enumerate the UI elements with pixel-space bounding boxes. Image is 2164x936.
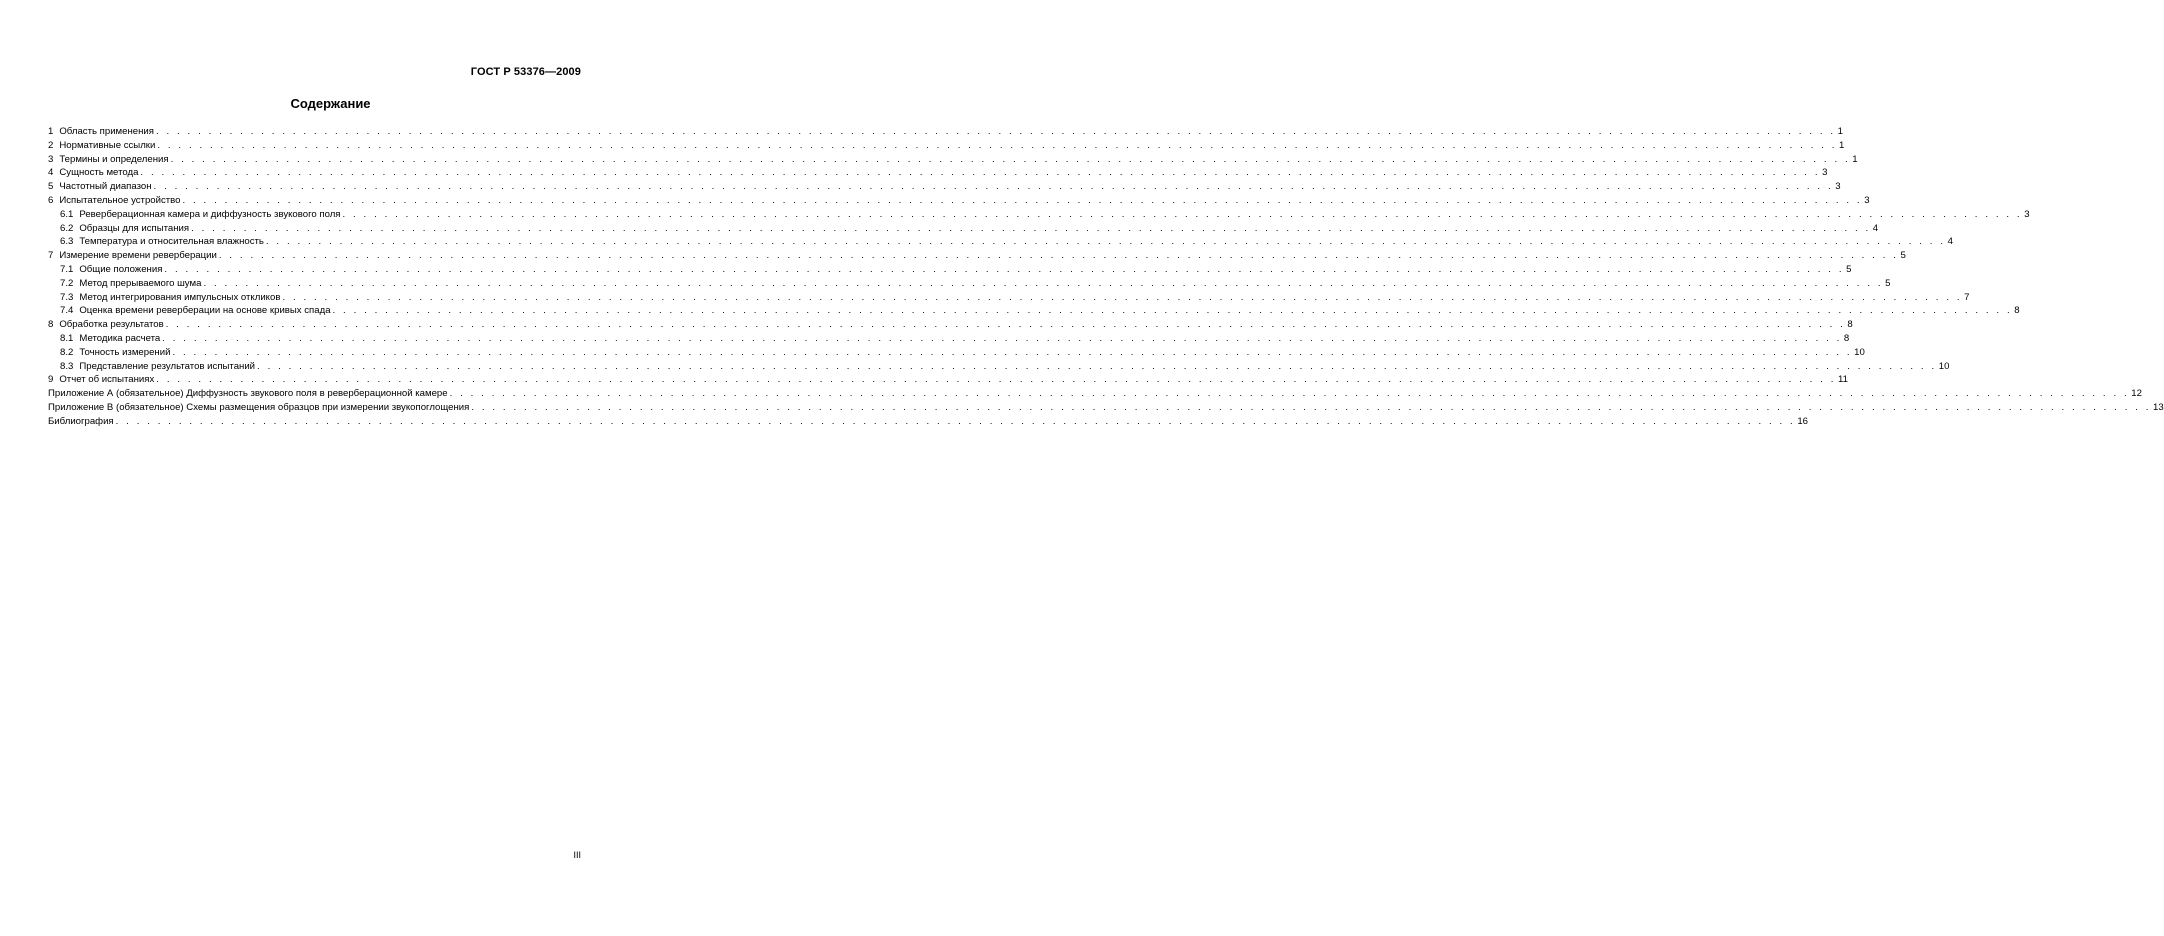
toc-entry-number: 7.2 — [60, 277, 74, 289]
toc-entry[interactable] — [48, 249, 1906, 263]
toc-entry-page: 4 — [1872, 222, 1879, 234]
toc-entry-label: Область применения — [59, 126, 154, 137]
toc-entry[interactable] — [48, 401, 2164, 415]
toc-entry-page: 10 — [1854, 346, 1865, 358]
toc-entry[interactable] — [48, 166, 1828, 180]
toc-entry-label: Образцы для испытания — [79, 222, 190, 234]
toc-entry-label: Реверберационная камера и диффузность звукового поля — [79, 208, 341, 220]
toc-leader-dots: . . . . . . . . . . . . . . . . . . . . . . . . . . . . . . . . . . . . . . . . . . . . . . . . . . . . . . . . . . . . . . . . . . . . . . . . . . . . . . . . . . . . . . . . . . . . . . . . . . . . . . . . . . . . . . . . . . . . . . . . . . . . . . . . . . . . . . . . . . . . . . . . . . . . . . . . . . . . . . . . — [156, 374, 1836, 386]
toc-entry-page: 13 — [2153, 401, 2164, 413]
toc-entry-page: 3 — [1835, 181, 1841, 193]
toc-leader-dots: . . . . . . . . . . . . . . . . . . . . . . . . . . . . . . . . . . . . . . . . . . . . . . . . . . . . . . . . . . . . . . . . . . . . . . . . . . . . . . . . . . . . . . . . . . . . . . . . . . . . . . . . . . . . . . . . . . . . . . . . . . . . . . . . . . . . . . . . . . . . . . . . . . . . . . . . . . . . . . . . — [140, 167, 1821, 179]
toc-entry-number: 4 — [48, 167, 54, 179]
toc-leader-dots: . . . . . . . . . . . . . . . . . . . . . . . . . . . . . . . . . . . . . . . . . . . . . . . . . . . . . . . . . . . . . . . . . . . . . . . . . . . . . . . . . . . . . . . . . . . . . . . . . . . . . . . . . . . . . . . . . . . . . . . . . . . . . . . . . . . . . . . . . . . . . . . . . . . . . . . . . . . . . . . . — [449, 388, 2130, 400]
toc-entry[interactable] — [48, 235, 1953, 249]
document-code: ГОСТ Р 53376—2009 — [470, 66, 581, 78]
toc-entry[interactable] — [48, 277, 1891, 291]
toc-leader-dots: . . . . . . . . . . . . . . . . . . . . . . . . . . . . . . . . . . . . . . . . . . . . . . . . . . . . . . . . . . . . . . . . . . . . . . . . . . . . . . . . . . . . . . . . . . . . . . . . . . . . . . . . . . . . . . . . . . . . . . . . . . . . . . . . . . . . . . . . . . . . . . . . . . . . . . . . . . . . . . . . — [164, 263, 1845, 275]
toc-leader-dots: . . . . . . . . . . . . . . . . . . . . . . . . . . . . . . . . . . . . . . . . . . . . . . . . . . . . . . . . . . . . . . . . . . . . . . . . . . . . . . . . . . . . . . . . . . . . . . . . . . . . . . . . . . . . . . . . . . . . . . . . . . . . . . . . . . . . . . . . . . . . . . . . . . . . . . . . . . . . . . . . — [342, 208, 2023, 220]
toc-entry[interactable] — [48, 180, 1841, 194]
toc-entry-page: 7 — [1964, 291, 1970, 303]
toc-entry-number: 7.3 — [60, 291, 74, 303]
toc-entry-number: 6.1 — [60, 208, 74, 220]
toc-entry[interactable] — [48, 222, 1879, 236]
page-number: III — [573, 850, 581, 860]
toc-leader-dots: . . . . . . . . . . . . . . . . . . . . . . . . . . . . . . . . . . . . . . . . . . . . . . . . . . . . . . . . . . . . . . . . . . . . . . . . . . . . . . . . . . . . . . . . . . . . . . . . . . . . . . . . . . . . . . . . . . . . . . . . . . . . . . . . . . . . . . . . . . . . . . . . . . . . . . . . . . . . . . . . — [265, 236, 1946, 248]
toc-entry[interactable] — [48, 153, 1858, 167]
toc-entry-label: Представление результатов испытаний — [79, 360, 256, 372]
toc-entry-label: Сущность метода — [59, 167, 139, 179]
toc-leader-dots: . . . . . . . . . . . . . . . . . . . . . . . . . . . . . . . . . . . . . . . . . . . . . . . . . . . . . . . . . . . . . . . . . . . . . . . . . . . . . . . . . . . . . . . . . . . . . . . . . . . . . . . . . . . . . . . . . . . . . . . . . . . . . . . . . . . . . . . . . . . . . . . . . . . . . . . . . . . . . . . . — [471, 401, 2152, 413]
toc-entry[interactable] — [48, 291, 1970, 305]
toc-entry-label: Приложение А (обязательное) Диффузность звукового поля в реверберационной камере — [48, 388, 448, 400]
toc-entry-page: 5 — [1885, 277, 1891, 289]
toc-entry-label: Метод интегрирования импульсных откликов — [79, 291, 281, 303]
toc-entry[interactable] — [48, 415, 1808, 429]
toc-entry[interactable] — [48, 194, 1870, 208]
toc-leader-dots: . . . . . . . . . . . . . . . . . . . . . . . . . . . . . . . . . . . . . . . . . . . . . . . . . . . . . . . . . . . . . . . . . . . . . . . . . . . . . . . . . . . . . . . . . . . . . . . . . . . . . . . . . . . . . . . . . . . . . . . . . . . . . . . . . . . . . . . . . . . . . . . . . . . . . . . . . . . . . . . . — [115, 415, 1796, 427]
toc-entry-page: 1 — [1852, 153, 1858, 165]
toc-entry[interactable] — [48, 125, 1843, 139]
toc-leader-dots: . . . . . . . . . . . . . . . . . . . . . . . . . . . . . . . . . . . . . . . . . . . . . . . . . . . . . . . . . . . . . . . . . . . . . . . . . . . . . . . . . . . . . . . . . . . . . . . . . . . . . . . . . . . . . . . . . . . . . . . . . . . . . . . . . . . . . . . . . . . . . . . . . . . . . . . . . . . . . . . . — [218, 250, 1899, 262]
toc-entry-number: 6 — [48, 194, 54, 206]
toc-entry-page: 3 — [1822, 167, 1828, 179]
toc-entry-label: Измерение времени реверберации — [59, 250, 217, 262]
toc-entry-number: 8.3 — [60, 360, 74, 372]
toc-entry[interactable] — [48, 387, 2142, 401]
toc-entry[interactable] — [48, 360, 1950, 374]
toc-entry-number: 7.1 — [60, 263, 74, 275]
toc-entry-label: Оценка времени реверберации на основе кривых спада — [79, 305, 331, 317]
toc-entry-number: 6.3 — [60, 236, 74, 248]
toc-entry-page: 4 — [1947, 236, 1953, 248]
toc-entry[interactable] — [48, 346, 1865, 360]
toc-entry-label: Метод прерываемого шума — [79, 277, 202, 289]
toc-entry-page: 16 — [1797, 415, 1808, 427]
toc-leader-dots: . . . . . . . . . . . . . . . . . . . . . . . . . . . . . . . . . . . . . . . . . . . . . . . . . . . . . . . . . . . . . . . . . . . . . . . . . . . . . . . . . . . . . . . . . . . . . . . . . . . . . . . . . . . . . . . . . . . . . . . . . . . . . . . . . . . . . . . . . . . . . . . . . . . . . . . . . . . . . . . . — [153, 181, 1834, 193]
toc-entry-page: 5 — [1846, 263, 1852, 275]
toc-entry-page: 8 — [1847, 319, 1853, 331]
toc-entry-number: 5 — [48, 181, 54, 193]
toc-entry[interactable] — [48, 304, 2020, 318]
toc-entry-label: Точность измерений — [79, 346, 171, 358]
toc-entry-number: 8.1 — [60, 332, 74, 344]
table-of-contents — [48, 125, 2164, 429]
toc-entry-page: 10 — [1938, 360, 1950, 372]
toc-entry-label: Нормативные ссылки — [59, 139, 156, 151]
toc-entry-page: 1 — [1837, 126, 1843, 137]
toc-entry-page: 3 — [1864, 194, 1870, 206]
toc-leader-dots: . . . . . . . . . . . . . . . . . . . . . . . . . . . . . . . . . . . . . . . . . . . . . . . . . . . . . . . . . . . . . . . . . . . . . . . . . . . . . . . . . . . . . . . . . . . . . . . . . . . . . . . . . . . . . . . . . . . . . . . . . . . . . . . . . . . . . . . . . . . . . . . . . . . . . . . . . . . . . . . . — [170, 153, 1851, 165]
toc-entry-number: 7.4 — [60, 305, 74, 317]
toc-entry-number: 1 — [48, 126, 54, 137]
toc-entry-number: 2 — [48, 139, 54, 151]
toc-leader-dots: . . . . . . . . . . . . . . . . . . . . . . . . . . . . . . . . . . . . . . . . . . . . . . . . . . . . . . . . . . . . . . . . . . . . . . . . . . . . . . . . . . . . . . . . . . . . . . . . . . . . . . . . . . . . . . . . . . . . . . . . . . . . . . . . . . . . . . . . . . . . . . . . . . . . . . . . . . . . . . . . — [172, 346, 1853, 358]
toc-leader-dots: . . . . . . . . . . . . . . . . . . . . . . . . . . . . . . . . . . . . . . . . . . . . . . . . . . . . . . . . . . . . . . . . . . . . . . . . . . . . . . . . . . . . . . . . . . . . . . . . . . . . . . . . . . . . . . . . . . . . . . . . . . . . . . . . . . . . . . . . . . . . . . . . . . . . . . . . . . . . . . . . — [182, 194, 1863, 206]
toc-entry-page: 11 — [1837, 374, 1848, 386]
toc-entry[interactable] — [48, 208, 2030, 222]
toc-leader-dots: . . . . . . . . . . . . . . . . . . . . . . . . . . . . . . . . . . . . . . . . . . . . . . . . . . . . . . . . . . . . . . . . . . . . . . . . . . . . . . . . . . . . . . . . . . . . . . . . . . . . . . . . . . . . . . . . . . . . . . . . . . . . . . . . . . . . . . . . . . . . . . . . . . . . . . . . . . . . . . . . — [203, 277, 1884, 289]
toc-entry-label: Частотный диапазон — [59, 181, 152, 193]
toc-entry[interactable] — [48, 139, 1845, 153]
toc-entry-label: Приложение В (обязательное) Схемы размещения образцов при измерении звукопоглощения — [48, 401, 470, 413]
toc-entry-number: 3 — [48, 153, 54, 165]
toc-entry-number: 8 — [48, 319, 54, 331]
toc-entry-label: Библиография — [48, 415, 114, 427]
toc-leader-dots: . . . . . . . . . . . . . . . . . . . . . . . . . . . . . . . . . . . . . . . . . . . . . . . . . . . . . . . . . . . . . . . . . . . . . . . . . . . . . . . . . . . . . . . . . . . . . . . . . . . . . . . . . . . . . . . . . . . . . . . . . . . . . . . . . . . . . . . . . . . . . . . . . . . . . . . . . . . . . . . . — [257, 360, 1937, 372]
toc-leader-dots: . . . . . . . . . . . . . . . . . . . . . . . . . . . . . . . . . . . . . . . . . . . . . . . . . . . . . . . . . . . . . . . . . . . . . . . . . . . . . . . . . . . . . . . . . . . . . . . . . . . . . . . . . . . . . . . . . . . . . . . . . . . . . . . . . . . . . . . . . . . . . . . . . . . . . . . . . . . . . . . . — [282, 291, 1963, 303]
toc-entry-label: Общие положения — [79, 263, 163, 275]
toc-entry-label: Температура и относительная влажность — [79, 236, 264, 248]
toc-entry-page: 5 — [1900, 250, 1906, 262]
toc-entry-number: 6.2 — [60, 222, 74, 234]
toc-entry-page: 3 — [2024, 208, 2030, 220]
toc-entry[interactable] — [48, 373, 1848, 387]
toc-leader-dots: . . . . . . . . . . . . . . . . . . . . . . . . . . . . . . . . . . . . . . . . . . . . . . . . . . . . . . . . . . . . . . . . . . . . . . . . . . . . . . . . . . . . . . . . . . . . . . . . . . . . . . . . . . . . . . . . . . . . . . . . . . . . . . . . . . . . . . . . . . . . . . . . . . . . . . . . . . . . . . . . — [155, 126, 1836, 137]
toc-entry[interactable] — [48, 263, 1852, 277]
toc-entry-page: 12 — [2131, 388, 2142, 400]
toc-entry-number: 7 — [48, 250, 54, 262]
toc-entry-label: Методика расчета — [79, 332, 161, 344]
toc-entry-label: Обработка результатов — [59, 319, 164, 331]
toc-entry-number: 9 — [48, 374, 54, 386]
page-title: Содержание — [290, 96, 371, 111]
toc-leader-dots: . . . . . . . . . . . . . . . . . . . . . . . . . . . . . . . . . . . . . . . . . . . . . . . . . . . . . . . . . . . . . . . . . . . . . . . . . . . . . . . . . . . . . . . . . . . . . . . . . . . . . . . . . . . . . . . . . . . . . . . . . . . . . . . . . . . . . . . . . . . . . . . . . . . . . . . . . . . . . . . . — [162, 332, 1842, 344]
toc-entry-label: Отчет об испытаниях — [59, 374, 155, 386]
toc-entry-number: 8.2 — [60, 346, 74, 358]
toc-entry[interactable] — [48, 332, 1850, 346]
toc-leader-dots: . . . . . . . . . . . . . . . . . . . . . . . . . . . . . . . . . . . . . . . . . . . . . . . . . . . . . . . . . . . . . . . . . . . . . . . . . . . . . . . . . . . . . . . . . . . . . . . . . . . . . . . . . . . . . . . . . . . . . . . . . . . . . . . . . . . . . . . . . . . . . . . . . . . . . . . . . . . . . . . . — [157, 139, 1838, 151]
toc-entry-page: 8 — [1843, 332, 1850, 344]
toc-entry-page: 1 — [1839, 139, 1845, 151]
toc-leader-dots: . . . . . . . . . . . . . . . . . . . . . . . . . . . . . . . . . . . . . . . . . . . . . . . . . . . . . . . . . . . . . . . . . . . . . . . . . . . . . . . . . . . . . . . . . . . . . . . . . . . . . . . . . . . . . . . . . . . . . . . . . . . . . . . . . . . . . . . . . . . . . . . . . . . . . . . . . . . . . . . . — [165, 319, 1846, 331]
toc-entry-page: 8 — [2014, 305, 2020, 317]
toc-entry-label: Термины и определения — [59, 153, 169, 165]
toc-leader-dots: . . . . . . . . . . . . . . . . . . . . . . . . . . . . . . . . . . . . . . . . . . . . . . . . . . . . . . . . . . . . . . . . . . . . . . . . . . . . . . . . . . . . . . . . . . . . . . . . . . . . . . . . . . . . . . . . . . . . . . . . . . . . . . . . . . . . . . . . . . . . . . . . . . . . . . . . . . . . . . . . — [332, 305, 2013, 317]
toc-entry-label: Испытательное устройство — [59, 194, 181, 206]
toc-entry[interactable] — [48, 318, 1853, 332]
toc-leader-dots: . . . . . . . . . . . . . . . . . . . . . . . . . . . . . . . . . . . . . . . . . . . . . . . . . . . . . . . . . . . . . . . . . . . . . . . . . . . . . . . . . . . . . . . . . . . . . . . . . . . . . . . . . . . . . . . . . . . . . . . . . . . . . . . . . . . . . . . . . . . . . . . . . . . . . . . . . . . . . . . . — [191, 222, 1871, 234]
